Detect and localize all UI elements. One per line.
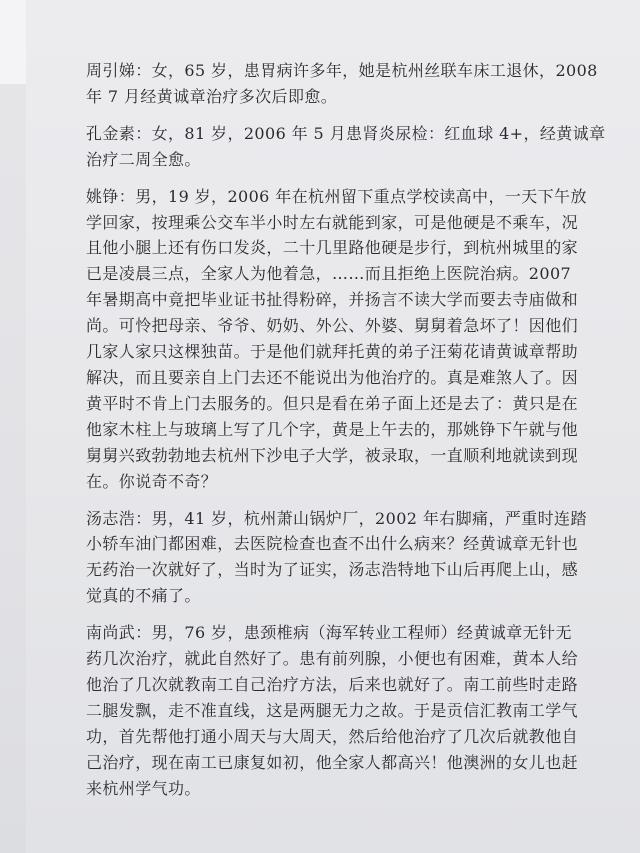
text-line: 己治疗，现在南工已康复如初，他全家人都高兴！他澳洲的女儿也赶 <box>86 752 579 772</box>
text-line: 已是凌晨三点，全家人为他着急，……而且拒绝上医院治病。2007 <box>86 264 572 284</box>
text-line: 学回家，按理乘公交车半小时左右就能到家，可是他硬是不乘车，况 <box>86 212 579 232</box>
text-line: 来杭州学气功。 <box>86 778 201 798</box>
text-line: 觉真的不痛了。 <box>86 586 201 606</box>
text-line: 治疗二周全愈。 <box>86 149 201 169</box>
text-line: 药几次治疗，就此自然好了。患有前列腺，小便也有困难，黄本人给 <box>86 649 579 669</box>
text-line: 姚铮：男，19 岁，2006 年在杭州留下重点学校读高中，一天下午放 <box>86 186 587 206</box>
case-entry <box>86 620 640 801</box>
text-line: 孔金素：女，81 岁，2006 年 5 月患肾炎尿检：红血球 4+，经黄诚章 <box>86 123 606 143</box>
text-line: 解决，而且要亲自上门去还不能说出为他治疗的。真是难煞人了。因 <box>86 367 579 387</box>
case-entry <box>86 58 640 110</box>
text-line: 无药治一次就好了，当时为了证实，汤志浩特地下山后再爬上山，感 <box>86 560 579 580</box>
text-line: 且他小腿上还有伤口发炎，二十几里路他硬是步行，到杭州城里的家 <box>86 238 579 258</box>
text-line: 汤志浩：男，41 岁，杭州萧山锅炉厂，2002 年右脚痛，严重时连踏 <box>86 508 587 528</box>
text-line: 尚。可怜把母亲、爷爷、奶奶、外公、外婆、舅舅着急坏了！因他们 <box>86 316 579 336</box>
case-entry <box>86 506 640 610</box>
text-line: 周引娣：女，65 岁，患胃病许多年，她是杭州丝联车床工退休，2008 <box>86 61 598 80</box>
text-line: 小轿车油门都困难，去医院检查也查不出什么病来？经黄诚章无针也 <box>86 534 579 554</box>
case-entry <box>86 184 640 495</box>
text-line: 舅舅兴致勃勃地去杭州下沙电子大学，被录取，一直顺利地就读到现 <box>86 445 579 465</box>
text-line: 南尚武：男，76 岁，患颈椎病（海军转业工程师）经黄诚章无针无 <box>86 623 572 643</box>
text-line: 二腿发飘，走不准直线，这是两腿无力之故。于是贡信汇教南工学气 <box>86 700 579 720</box>
text-line: 年 7 月经黄诚章治疗多次后即愈。 <box>86 86 338 106</box>
case-entry <box>86 121 640 173</box>
text-line: 他治了几次就教南工自己治疗方法，后来也就好了。南工前些时走路 <box>86 674 579 694</box>
document-page <box>26 0 640 853</box>
text-line: 功，首先帮他打通小周天与大周天，然后给他治疗了几次后就教他自 <box>86 726 579 746</box>
text-line: 黄平时不肯上门去服务的。但只是看在弟子面上还是去了：黄只是在 <box>86 393 579 413</box>
text-line: 几家人家只这棵独苗。于是他们就拜托黄的弟子汪菊花请黄诚章帮助 <box>86 342 579 362</box>
text-line: 在。你说奇不奇？ <box>86 471 218 491</box>
text-line: 年暑期高中竟把毕业证书扯得粉碎，并扬言不读大学而要去寺庙做和 <box>86 290 579 310</box>
page-content <box>86 58 640 812</box>
text-line: 他家木柱上与玻璃上写了几个字，黄是上午去的，那姚铮下午就与他 <box>86 419 579 439</box>
